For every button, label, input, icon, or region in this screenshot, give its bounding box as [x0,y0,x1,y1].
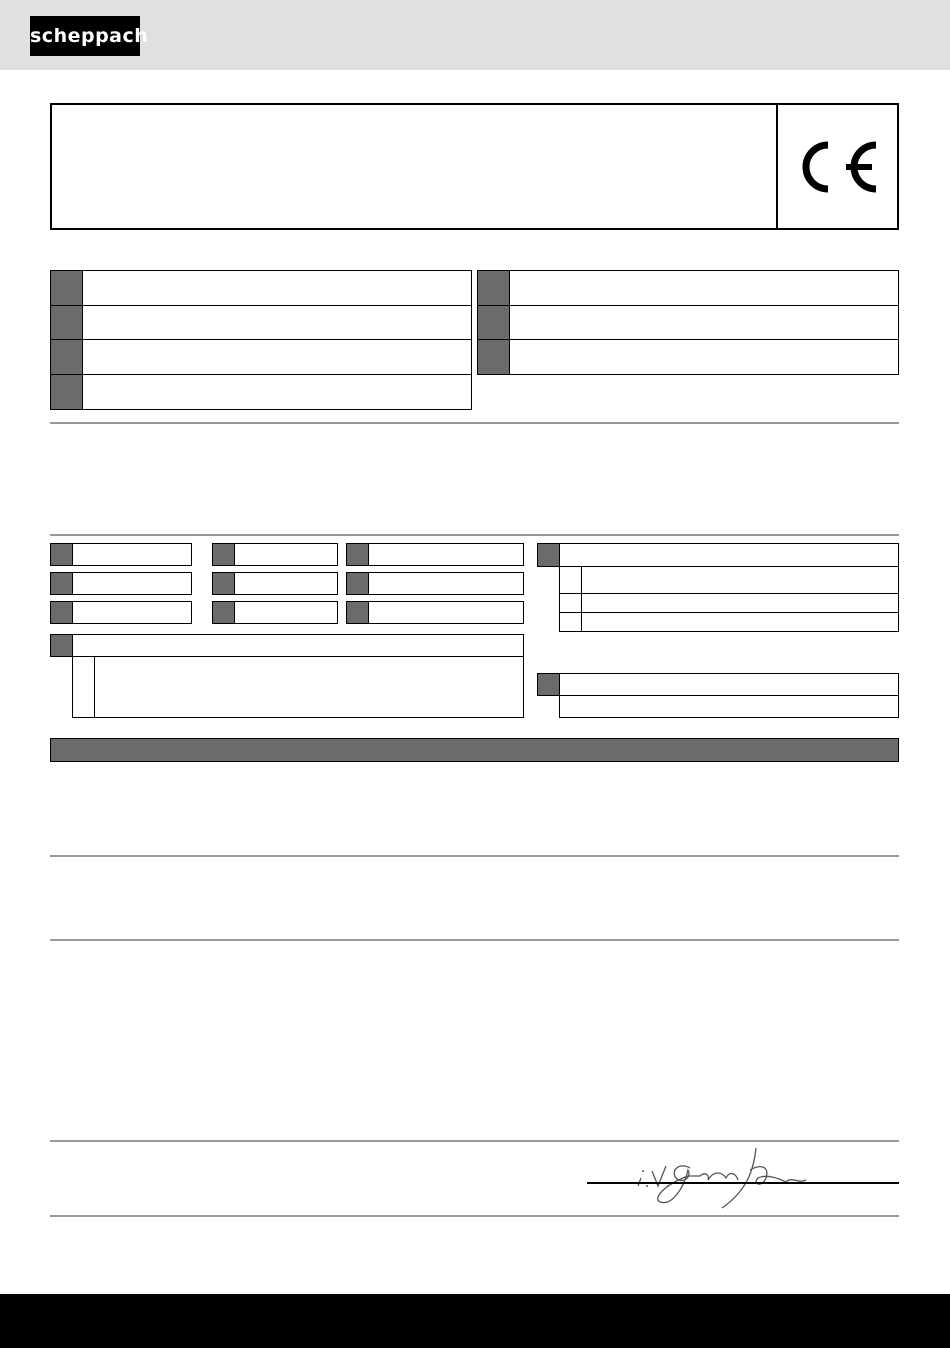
subfield-marker [560,613,582,631]
field-marker [478,306,510,339]
directive-subfield [559,612,899,632]
section-divider [50,1215,899,1217]
field-marker [51,573,73,594]
product-field-3 [50,339,472,375]
ce-mark-icon [778,105,897,228]
section-divider [50,422,899,424]
field-marker [478,271,510,305]
signature [630,1140,810,1212]
field-marker [347,544,369,565]
field-marker [213,602,235,623]
directive-field [50,601,192,624]
directive-field-wide [50,634,524,657]
field-marker [51,602,73,623]
product-field-1 [50,270,472,306]
directive-field [346,572,524,595]
subfield-marker [560,567,582,593]
directive-field [50,543,192,566]
field-marker [51,271,83,305]
product-field-6 [477,305,899,340]
product-field-4 [50,374,472,410]
directive-field [212,543,338,566]
section-divider [50,939,899,941]
footer-band [0,1294,950,1348]
product-field-2 [50,305,472,340]
brand-logo: scheppach [30,16,140,56]
signature-line [587,1182,899,1184]
field-marker [51,635,73,656]
directive-field-notified [537,673,899,696]
field-marker [51,340,83,374]
field-marker [347,573,369,594]
product-field-7 [477,339,899,375]
directive-field [212,572,338,595]
field-marker [213,573,235,594]
subfield-marker [73,657,95,717]
field-marker [538,544,560,566]
field-marker [51,306,83,339]
directive-field [346,543,524,566]
directive-field [50,572,192,595]
directive-field [212,601,338,624]
field-marker [213,544,235,565]
standards-header-bar [50,738,899,762]
field-marker [51,375,83,409]
directive-subfield [559,695,899,718]
directive-subfield-large [72,656,524,718]
field-marker [538,674,560,695]
field-marker [478,340,510,374]
product-field-5 [477,270,899,306]
directive-subfield [559,593,899,613]
directive-field-large [537,543,899,567]
section-divider [50,855,899,857]
subfield-marker [560,594,582,612]
directive-field [346,601,524,624]
field-marker [347,602,369,623]
section-divider [50,534,899,536]
field-marker [51,544,73,565]
declaration-title-box [50,103,899,230]
directive-subfield [559,566,899,594]
